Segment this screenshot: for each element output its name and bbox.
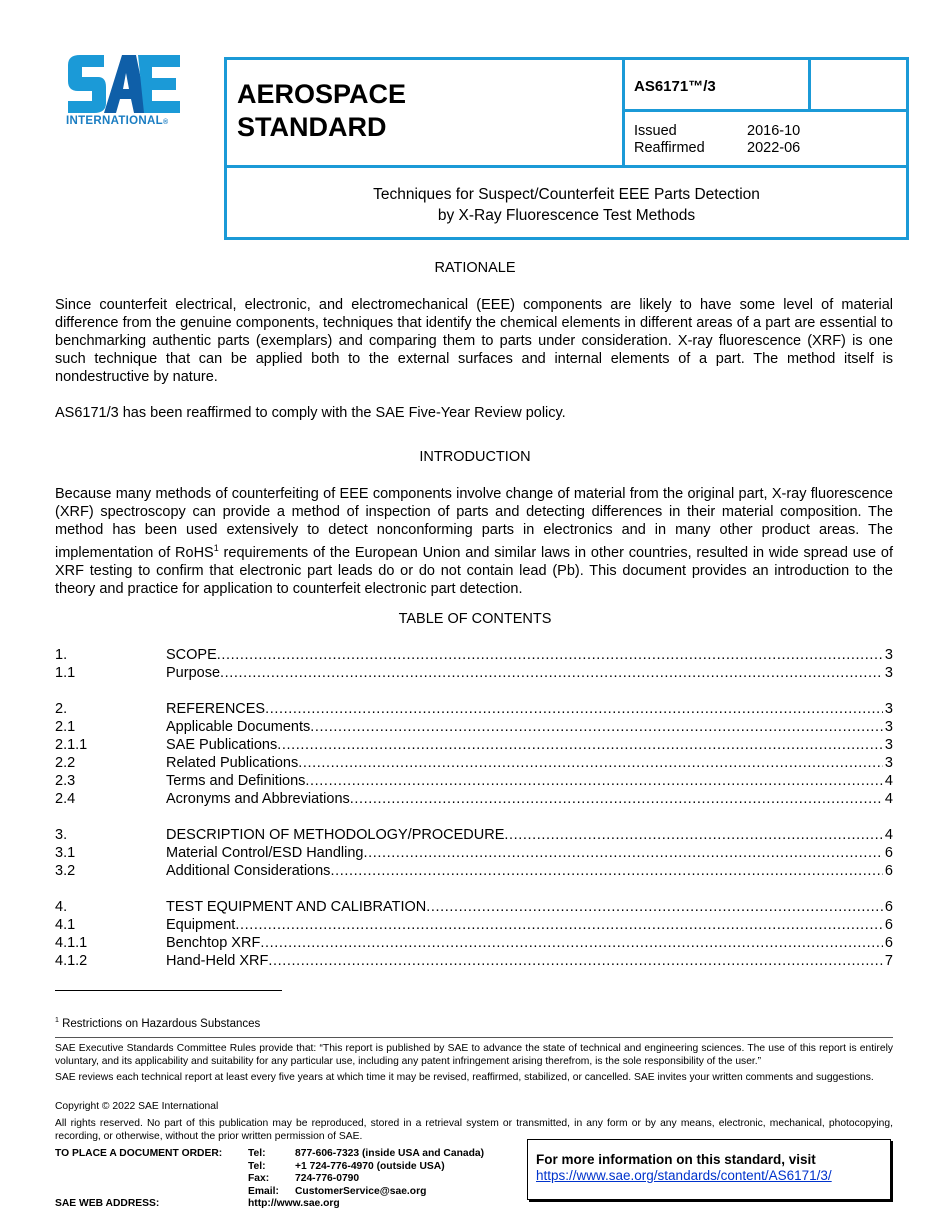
toc-number: 2.1.1 bbox=[55, 737, 88, 753]
toc-page: 6 bbox=[884, 935, 893, 951]
toc-title[interactable]: Benchtop XRF bbox=[166, 935, 261, 951]
toc-number: 2.3 bbox=[55, 773, 76, 789]
toc-title[interactable]: Purpose bbox=[166, 665, 221, 681]
toc-number: 4.1.1 bbox=[55, 935, 88, 951]
toc-entry[interactable] bbox=[55, 826, 893, 844]
web-address[interactable]: http://www.sae.org bbox=[248, 1198, 340, 1209]
toc-number: 2.4 bbox=[55, 791, 76, 807]
toc-entry[interactable] bbox=[55, 718, 893, 736]
toc-page: 3 bbox=[884, 701, 893, 717]
toc-number: 1.1 bbox=[55, 665, 76, 681]
rationale-heading: RATIONALE bbox=[434, 260, 516, 276]
footnote bbox=[55, 1017, 260, 1030]
reaffirmed-label: Reaffirmed bbox=[634, 140, 705, 156]
toc-page: 6 bbox=[884, 845, 893, 861]
web-label: SAE WEB ADDRESS: bbox=[55, 1198, 160, 1209]
intro-text-b: requirements of the European Union and similar laws in other countries, resulted in wide spread use of XRF testing to confirm that electronic part leads do or do not contain lead (Pb). This document provides an introduction to the theory and practice for application to counterfeit electronic part detection. bbox=[55, 544, 893, 597]
toc-entry[interactable] bbox=[55, 790, 893, 808]
toc-leader bbox=[268, 952, 883, 970]
toc-leader bbox=[504, 826, 883, 844]
footnote-text: Restrictions on Hazardous Substances bbox=[58, 1017, 261, 1030]
toc-number: 1. bbox=[55, 647, 68, 663]
order-label: TO PLACE A DOCUMENT ORDER: bbox=[55, 1148, 223, 1159]
toc-entry[interactable] bbox=[55, 898, 893, 916]
toc-leader bbox=[235, 916, 883, 934]
document-type bbox=[237, 78, 406, 144]
toc-leader bbox=[310, 718, 883, 736]
toc-number: 4.1 bbox=[55, 917, 76, 933]
footnote-ref[interactable]: 1 bbox=[213, 543, 219, 553]
toc-leader bbox=[260, 934, 883, 952]
dates bbox=[634, 123, 860, 157]
toc-title[interactable]: SAE Publications bbox=[166, 737, 278, 753]
order-info bbox=[55, 1148, 484, 1211]
toc-leader bbox=[350, 790, 883, 808]
toc-page: 3 bbox=[884, 665, 893, 681]
logo-subtext: INTERNATIONAL bbox=[66, 115, 163, 127]
toc-number: 3.1 bbox=[55, 845, 76, 861]
toc-title[interactable]: Terms and Definitions bbox=[166, 773, 306, 789]
title-line1: Techniques for Suspect/Counterfeit EEE Parts Detection bbox=[373, 186, 760, 203]
toc-number: 2. bbox=[55, 701, 68, 717]
toc-entry[interactable] bbox=[55, 862, 893, 880]
toc-number: 2.1 bbox=[55, 719, 76, 735]
standard-link[interactable]: https://www.sae.org/standards/content/AS6171/3/ bbox=[536, 1168, 832, 1183]
toc-entry[interactable] bbox=[55, 646, 893, 664]
doc-type-line2: STANDARD bbox=[237, 112, 387, 142]
doc-type-line1: AEROSPACE bbox=[237, 79, 407, 109]
tel1-label: Tel: bbox=[248, 1148, 266, 1159]
title-line2: by X-Ray Fluorescence Test Methods bbox=[437, 207, 696, 224]
table-of-contents bbox=[55, 646, 893, 970]
toc-page: 3 bbox=[884, 737, 893, 753]
footnote-divider bbox=[55, 990, 282, 991]
sae-logo: INTERNATIONAL® bbox=[66, 55, 186, 127]
toc-leader bbox=[220, 664, 883, 682]
toc-page: 6 bbox=[884, 917, 893, 933]
toc-title[interactable]: SCOPE bbox=[166, 647, 217, 663]
copyright: Copyright © 2022 SAE International bbox=[55, 1101, 219, 1112]
toc-entry[interactable] bbox=[55, 736, 893, 754]
toc-title[interactable]: Equipment bbox=[166, 917, 236, 933]
footnote-number: 1 bbox=[55, 1017, 59, 1024]
standard-number: AS6171™/3 bbox=[634, 78, 716, 95]
tel1: 877-606-7323 (inside USA and Canada) bbox=[295, 1148, 485, 1159]
email-label: Email: bbox=[248, 1185, 279, 1197]
sae-logo-mark bbox=[66, 55, 182, 113]
toc-entry[interactable] bbox=[55, 754, 893, 772]
toc-title[interactable]: Related Publications bbox=[166, 755, 299, 771]
toc-title[interactable]: DESCRIPTION OF METHODOLOGY/PROCEDURE bbox=[166, 827, 505, 843]
toc-entry[interactable] bbox=[55, 664, 893, 682]
document-title bbox=[227, 184, 906, 226]
toc-page: 6 bbox=[884, 863, 893, 879]
toc-title[interactable]: Additional Considerations bbox=[166, 863, 331, 879]
introduction-paragraph bbox=[55, 485, 893, 598]
issued-label: Issued bbox=[634, 123, 677, 139]
toc-leader bbox=[217, 646, 883, 664]
toc-title[interactable]: Hand-Held XRF bbox=[166, 953, 269, 969]
toc-page: 3 bbox=[884, 647, 893, 663]
info-box bbox=[527, 1139, 891, 1200]
toc-leader bbox=[305, 772, 883, 790]
toc-heading: TABLE OF CONTENTS bbox=[398, 611, 552, 627]
toc-page: 4 bbox=[884, 827, 893, 843]
toc-number: 4.1.2 bbox=[55, 953, 88, 969]
committee-rules: SAE Executive Standards Committee Rules provide that: “This report is published by SAE to advance the state of technical and engineering sciences. The use of this report is entirely voluntary, and its applicability and suitability for any particular use, including any patent infringement arising therefrom, is the sole responsibility of the user.” bbox=[55, 1043, 893, 1067]
intro-text-a: Because many methods of counterfeiting of EEE components involve change of material from the original part, X-ray fluorescence (XRF) spectroscopy can provide a method of inspection of parts and detecting differences in their material composition. The method has been used extensively to detect nonconforming parts in electronics and in many other product areas. The implementation of RoHS bbox=[55, 486, 893, 561]
toc-entry[interactable] bbox=[55, 916, 893, 934]
toc-entry[interactable] bbox=[55, 952, 893, 970]
introduction-heading: INTRODUCTION bbox=[419, 449, 531, 465]
toc-leader bbox=[277, 736, 883, 754]
tel2-label: Tel: bbox=[248, 1160, 266, 1172]
toc-entry[interactable] bbox=[55, 934, 893, 952]
toc-number: 3.2 bbox=[55, 863, 76, 879]
toc-page: 3 bbox=[884, 719, 893, 735]
fax: 724-776-0790 bbox=[295, 1173, 360, 1184]
toc-number: 3. bbox=[55, 827, 68, 843]
tel2: +1 724-776-4970 (outside USA) bbox=[295, 1160, 445, 1172]
toc-page: 4 bbox=[884, 773, 893, 789]
reaffirmed-value: 2022-06 bbox=[747, 140, 801, 156]
toc-page: 3 bbox=[884, 755, 893, 771]
toc-title[interactable]: Material Control/ESD Handling bbox=[166, 845, 364, 861]
standard-header-box bbox=[224, 57, 909, 240]
toc-number: 2.2 bbox=[55, 755, 76, 771]
footer-divider bbox=[55, 1037, 893, 1038]
toc-page: 4 bbox=[884, 791, 893, 807]
review-notice: SAE reviews each technical report at least every five years at which time it may be revised, reaffirmed, stabilized, or cancelled. SAE invites your written comments and suggestions. bbox=[55, 1072, 874, 1083]
reaffirmed-paragraph: AS6171/3 has been reaffirmed to comply with the SAE Five-Year Review policy. bbox=[55, 405, 566, 421]
toc-title[interactable]: TEST EQUIPMENT AND CALIBRATION bbox=[166, 899, 427, 915]
email[interactable]: CustomerService@sae.org bbox=[295, 1185, 427, 1197]
toc-title[interactable]: REFERENCES bbox=[166, 701, 266, 717]
toc-page: 7 bbox=[884, 953, 893, 969]
rationale-paragraph: Since counterfeit electrical, electronic, and electromechanical (EEE) components are likely to have some level of material difference from the genuine components, techniques that identify the chemical elements in different areas of a part are essential to benchmarking authentic parts (exemplars) and comparing them to parts under consideration. X-ray fluorescence (XRF) is one such technique that can be applied both to the external surfaces and internal elements of a part. The method itself is nondestructive by nature. bbox=[55, 297, 893, 385]
fax-label: Fax: bbox=[248, 1173, 270, 1184]
toc-entry[interactable] bbox=[55, 772, 893, 790]
toc-leader bbox=[330, 862, 883, 880]
toc-page: 6 bbox=[884, 899, 893, 915]
toc-title[interactable]: Applicable Documents bbox=[166, 719, 311, 735]
toc-title[interactable]: Acronyms and Abbreviations bbox=[166, 791, 350, 807]
toc-leader bbox=[265, 700, 883, 718]
toc-leader bbox=[298, 754, 883, 772]
toc-leader bbox=[426, 898, 883, 916]
rights-notice: All rights reserved. No part of this publication may be reproduced, stored in a retrieval system or transmitted, in any form or by any means, electronic, mechanical, photocopying, recording, or otherwise, without the prior written permission of SAE. bbox=[55, 1118, 893, 1142]
issued-value: 2016-10 bbox=[747, 123, 801, 139]
toc-entry[interactable] bbox=[55, 844, 893, 862]
toc-leader bbox=[363, 844, 883, 862]
toc-number: 4. bbox=[55, 899, 68, 915]
toc-entry[interactable] bbox=[55, 700, 893, 718]
info-text: For more information on this standard, visit bbox=[536, 1152, 816, 1167]
